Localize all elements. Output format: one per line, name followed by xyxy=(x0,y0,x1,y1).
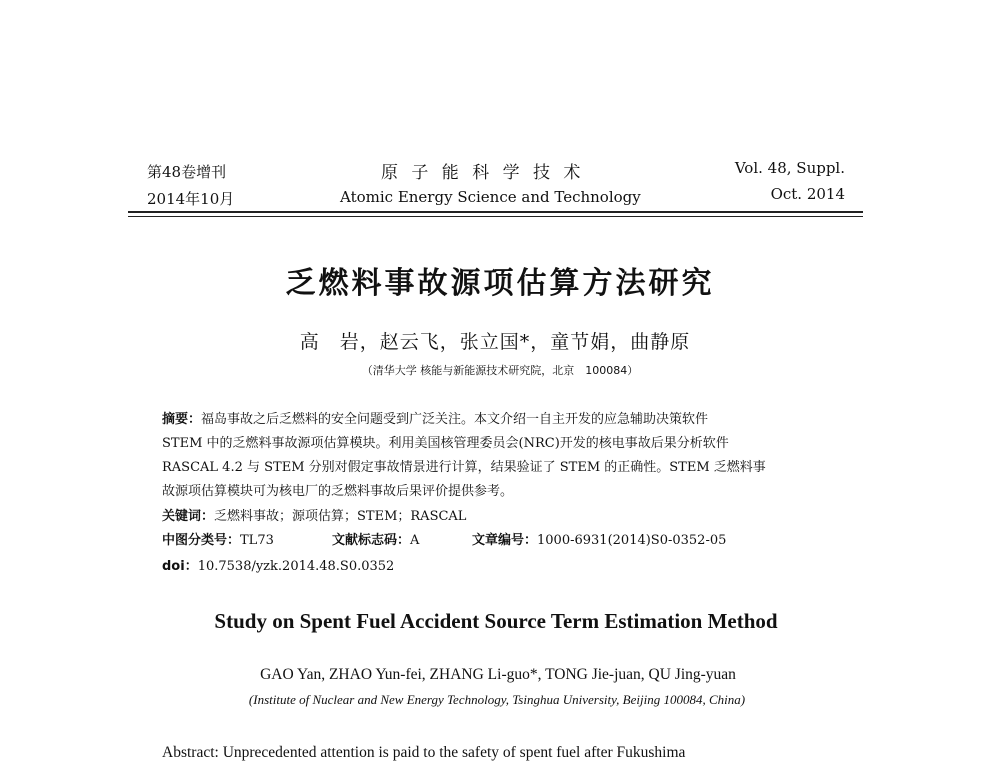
keywords xyxy=(162,505,466,529)
authors-cn: 高 岩，赵云飞，张立国*，童节娟，曲静原 xyxy=(299,331,691,353)
article-number: 文章编号：1000-6931(2014)S0-0352-05 xyxy=(472,533,727,548)
affiliation-cn: （清华大学 核能与新能源技术研究院，北京 100084） xyxy=(361,364,639,377)
page-title-en: Study on Spent Fuel Accident Source Term Estimation Method xyxy=(214,609,778,633)
abstract-cn-line-3: RASCAL 4.2 与 STEM 分别对假定事故情景进行计算，结果验证了 STEM 的正确性。STEM 乏燃料事 xyxy=(162,460,766,475)
abstract-cn-label: 摘要： xyxy=(162,412,202,427)
journal-name-cn: 原 子 能 科 学 技 术 xyxy=(381,163,585,183)
keywords-label: 关键词： xyxy=(162,509,215,524)
volume-cn: 第48卷增刊 xyxy=(147,163,227,181)
abstract-cn-line-4: 故源项估算模块可为核电厂的乏燃料事故后果评价提供参考。 xyxy=(162,484,514,499)
volume-en: Vol. 48, Suppl. xyxy=(734,159,845,177)
date-en: Oct. 2014 xyxy=(770,185,845,203)
abstract-cn-text: 福岛事故之后乏燃料的安全问题受到广泛关注。本文介绍一自主开发的应急辅助决策软件 xyxy=(201,412,709,427)
doi-label: doi： xyxy=(162,559,198,574)
abstract-en-partial: Abstract: Unprecedented attention is paid to the safety of spent fuel after Fukushima xyxy=(162,744,686,761)
abstract-cn-line-2: STEM 中的乏燃料事故源项估算模块。利用美国核管理委员会(NRC)开发的核电事故后果分析软件 xyxy=(162,436,729,451)
affiliation-en: (Institute of Nuclear and New Energy Technology, Tsinghua University, Beijing 100084, China) xyxy=(248,692,746,707)
header-rule-thick xyxy=(128,211,863,213)
date-cn: 2014年10月 xyxy=(147,190,235,208)
document-code: 文献标志码：A xyxy=(332,533,420,548)
header-rule-thin xyxy=(128,216,863,217)
abstract-cn-line-1 xyxy=(162,408,708,432)
doi-value: 10.7538/yzk.2014.48.S0.0352 xyxy=(197,559,395,574)
doi xyxy=(162,555,394,579)
authors-en: GAO Yan, ZHAO Yun-fei, ZHANG Li-guo*, TONG Jie-juan, QU Jing-yuan xyxy=(260,666,736,683)
page-title-cn: 乏燃料事故源项估算方法研究 xyxy=(285,266,715,301)
journal-name-en: Atomic Energy Science and Technology xyxy=(340,188,641,206)
keywords-value: 乏燃料事故；源项估算；STEM；RASCAL xyxy=(214,509,467,524)
clc-number: 中图分类号：TL73 xyxy=(162,533,274,548)
